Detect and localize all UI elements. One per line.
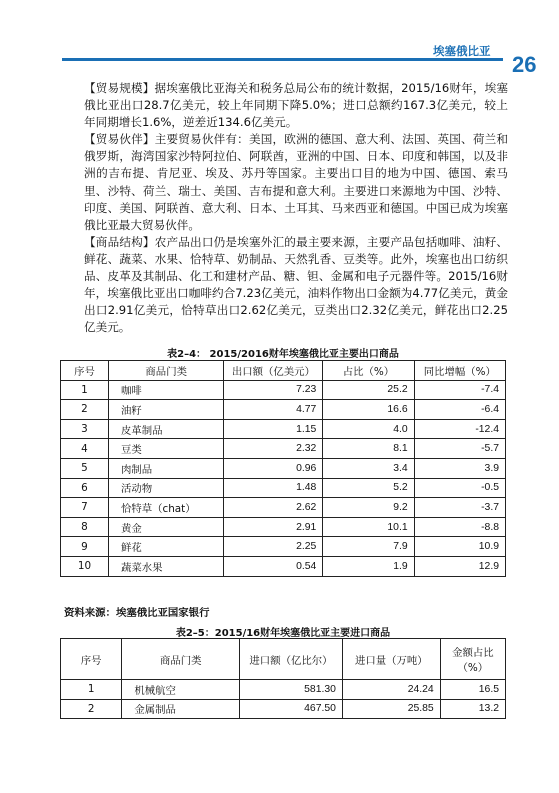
table-header-row: [61, 361, 506, 381]
imports-table: [60, 638, 506, 719]
table-cell: 0.96: [224, 458, 323, 478]
table-cell: 2: [61, 400, 109, 420]
table-cell: 25.2: [323, 380, 414, 400]
table-cell: 6: [61, 478, 109, 498]
table-cell: 16.6: [323, 400, 414, 420]
table-cell: 1.48: [224, 478, 323, 498]
paragraph-commodity-structure: 【商品结构】农产品出口仍是埃塞外汇的最主要来源，主要产品包括咖啡、油籽、鲜花、蔬菜、水果、恰特草、奶制品、天然乳香、豆类等。此外，埃塞也出口纺织品、皮革及其制品、化工和建材产品、糖、钽、金属和电子元器件等。2015/16财年，埃塞俄比亚出口咖啡约合7.23亿美元，油料作物出口金额为4.77亿美元，黄金出口2.91亿美元，恰特草出口2.62亿美元，豆类出口2.32亿美元，鲜花出口2.25亿美元。: [84, 234, 508, 335]
table-cell: 2.32: [224, 439, 323, 459]
body-text: [84, 80, 508, 336]
table-cell: 467.50: [240, 699, 343, 719]
table-cell: 7.23: [224, 380, 323, 400]
table-cell: 9.2: [323, 498, 414, 518]
table-cell: 豆类: [108, 439, 224, 459]
table-cell: -12.4: [414, 419, 505, 439]
table-cell: 24.24: [342, 680, 440, 700]
table-cell: 黄金: [108, 517, 224, 537]
table-row: [61, 537, 506, 557]
paragraph-trade-scale: 【贸易规模】据埃塞俄比亚海关和税务总局公布的统计数据，2015/16财年，埃塞俄比亚出口28.7亿美元，较上年同期下降5.0%；进口总额约167.3亿美元，较上年同期增长1.6%，逆差近134.6亿美元。: [84, 81, 508, 130]
table-row: [61, 478, 506, 498]
exports-table: [60, 360, 506, 577]
table-cell: -6.4: [414, 400, 505, 420]
table-header-row: [61, 639, 506, 680]
running-header-title: 埃塞俄比亚: [433, 44, 491, 58]
table-cell: 活动物: [108, 478, 224, 498]
table-cell: 1: [61, 380, 109, 400]
column-header: 商品门类: [122, 639, 240, 680]
table-cell: 1.15: [224, 419, 323, 439]
table-row: [61, 680, 506, 700]
table-cell: 咖啡: [108, 380, 224, 400]
table-cell: 1: [61, 680, 122, 700]
table-cell: 2.25: [224, 537, 323, 557]
table-cell: 9: [61, 537, 109, 557]
table-cell: 25.85: [342, 699, 440, 719]
table-cell: 7: [61, 498, 109, 518]
table-cell: 581.30: [240, 680, 343, 700]
table-row: [61, 380, 506, 400]
page-number: 26: [512, 52, 537, 77]
table-cell: -5.7: [414, 439, 505, 459]
table-cell: 2: [61, 699, 122, 719]
table-cell: -8.8: [414, 517, 505, 537]
table-cell: -3.7: [414, 498, 505, 518]
table-cell: 金属制品: [122, 699, 240, 719]
table-cell: 3.9: [414, 458, 505, 478]
table-row: [61, 439, 506, 459]
table-cell: 5.2: [323, 478, 414, 498]
table-cell: 3: [61, 419, 109, 439]
column-header: 序号: [61, 639, 122, 680]
table-cell: 5: [61, 458, 109, 478]
table-caption-imports: 表2–5：2015/16财年埃塞俄比亚主要进口商品: [175, 628, 391, 639]
table-cell: 4.77: [224, 400, 323, 420]
column-header: 序号: [61, 361, 109, 381]
table-cell: 4: [61, 439, 109, 459]
table-cell: 10.1: [323, 517, 414, 537]
table-cell: 7.9: [323, 537, 414, 557]
table-caption-exports: 表2–4： 2015/2016财年埃塞俄比亚主要出口商品: [167, 349, 399, 360]
table-row: [61, 556, 506, 576]
table-cell: 8: [61, 517, 109, 537]
table-cell: 蔬菜水果: [108, 556, 224, 576]
table-cell: 鲜花: [108, 537, 224, 557]
table-cell: 2.62: [224, 498, 323, 518]
table-row: [61, 517, 506, 537]
table-cell: 肉制品: [108, 458, 224, 478]
column-header: 商品门类: [108, 361, 224, 381]
table-cell: 2.91: [224, 517, 323, 537]
column-header: 进口额（亿比尔）: [240, 639, 343, 680]
table-cell: 1.9: [323, 556, 414, 576]
table-row: [61, 699, 506, 719]
table-cell: 油籽: [108, 400, 224, 420]
table-cell: 10.9: [414, 537, 505, 557]
column-header: 金额占比（%）: [440, 639, 505, 680]
table-cell: 0.54: [224, 556, 323, 576]
table-cell: 13.2: [440, 699, 505, 719]
column-header: 同比增幅（%）: [414, 361, 505, 381]
table-cell: -0.5: [414, 478, 505, 498]
column-header: 出口额（亿美元）: [224, 361, 323, 381]
paragraph-trade-partners: 【贸易伙伴】主要贸易伙伴有：美国，欧洲的德国、意大利、法国、英国、荷兰和俄罗斯，海湾国家沙特阿拉伯、阿联酋，亚洲的中国、日本、印度和韩国，以及非洲的吉布提、肯尼亚、埃及、苏丹等国家。主要出口目的地为中国、德国、索马里、沙特、荷兰、瑞士、美国、吉布提和意大利。主要进口来源地为中国、沙特、印度、美国、阿联酋、意大利、日本、土耳其、马来西亚和德国。中国已成为埃塞俄比亚最大贸易伙伴。: [84, 132, 508, 232]
table-cell: 4.0: [323, 419, 414, 439]
table-row: [61, 400, 506, 420]
table-row: [61, 498, 506, 518]
table-cell: 12.9: [414, 556, 505, 576]
table-cell: 10: [61, 556, 109, 576]
table-cell: -7.4: [414, 380, 505, 400]
table-cell: 8.1: [323, 439, 414, 459]
table-cell: 皮革制品: [108, 419, 224, 439]
column-header: 占比（%）: [323, 361, 414, 381]
table-cell: 3.4: [323, 458, 414, 478]
table-row: [61, 458, 506, 478]
header-rule: [62, 58, 503, 61]
table-cell: 恰特草（chat）: [108, 498, 224, 518]
table-cell: 16.5: [440, 680, 505, 700]
table-row: [61, 419, 506, 439]
column-header: 进口量（万吨）: [342, 639, 440, 680]
table-cell: 机械航空: [122, 680, 240, 700]
source-note: 资料来源：埃塞俄比亚国家银行: [64, 607, 210, 619]
